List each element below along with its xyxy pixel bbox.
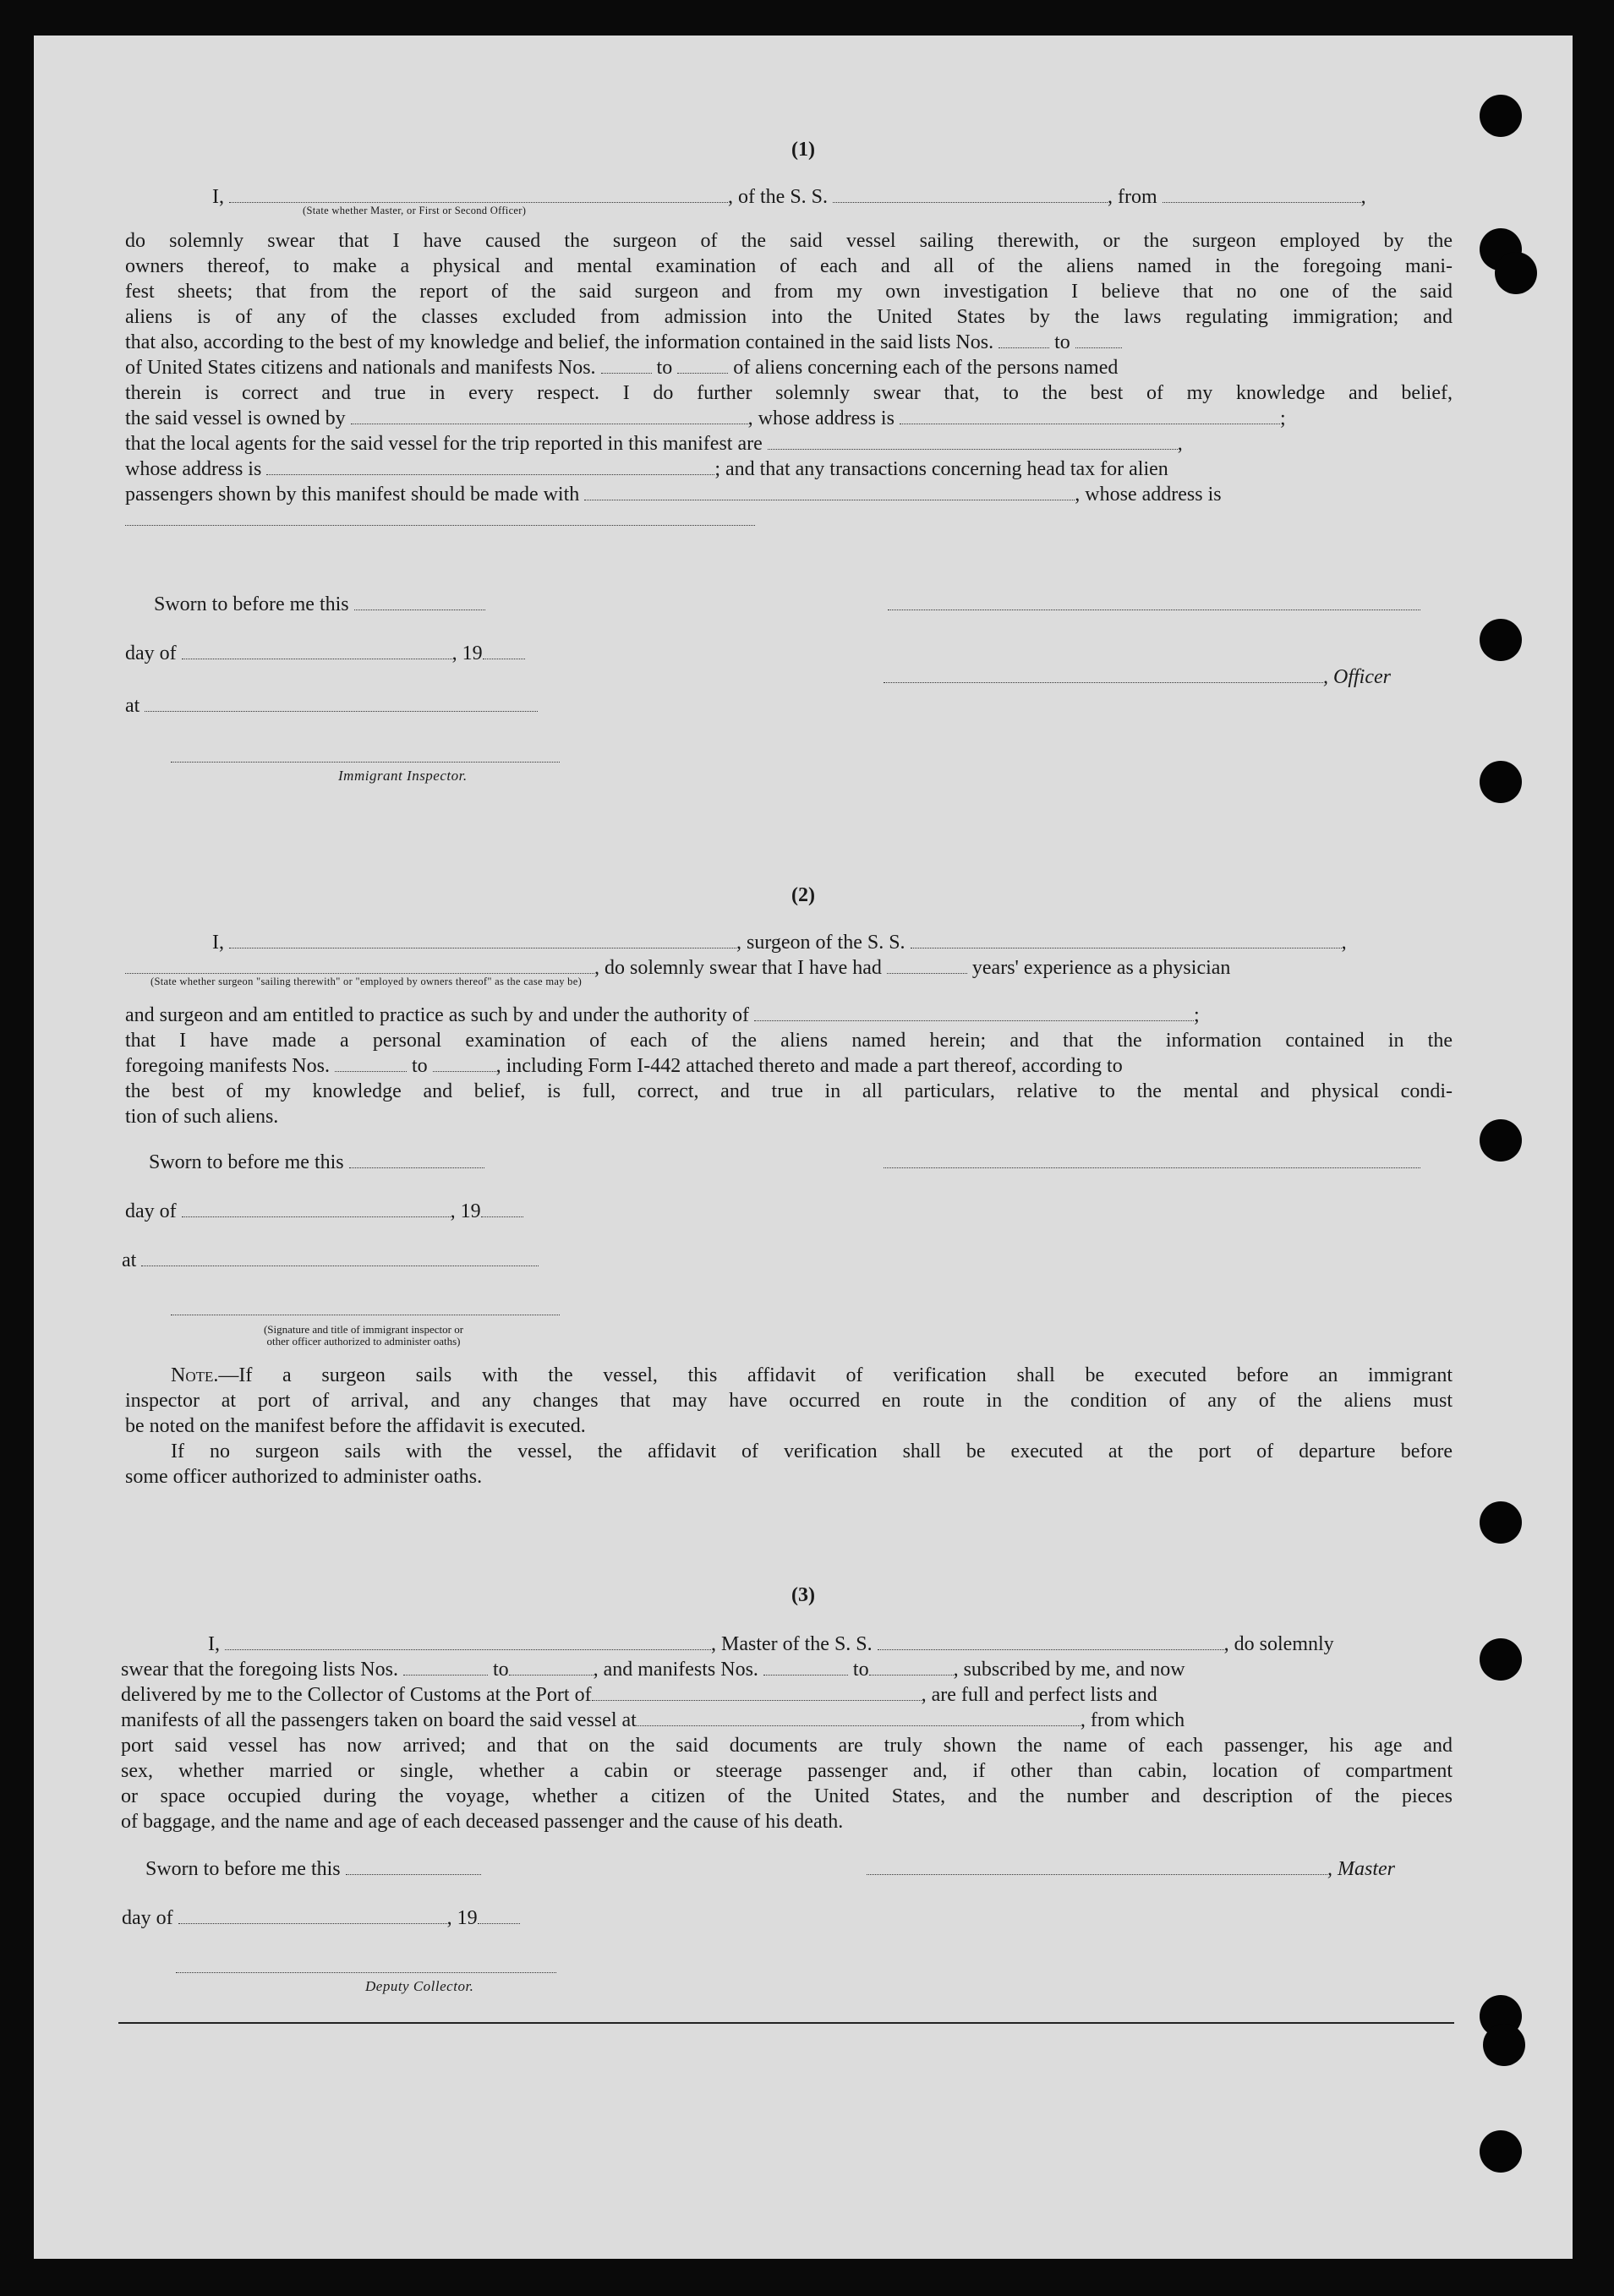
surgeon-sworn-day-field[interactable] <box>349 1154 484 1168</box>
head-tax-party-field[interactable] <box>584 486 1075 500</box>
place-field[interactable] <box>145 697 538 712</box>
sworn-day-field[interactable] <box>354 596 485 610</box>
master-sworn-day-field[interactable] <box>346 1861 481 1875</box>
affidavit-2-sworn: Sworn to before me this <box>149 1151 484 1174</box>
punch-hole <box>1480 1119 1522 1162</box>
affidavit-2-number: (2) <box>791 884 815 906</box>
master-manifests-to-field[interactable] <box>869 1661 954 1676</box>
collector-caption: Deputy Collector. <box>365 1978 474 1994</box>
inspector-signature-line[interactable] <box>171 746 560 768</box>
affidavit-1-sworn: Sworn to before me this <box>154 593 485 616</box>
customs-port-field[interactable] <box>592 1686 922 1701</box>
officer-note: (State whether Master, or First or Second Officer) <box>303 205 527 216</box>
punch-hole <box>1480 1638 1522 1681</box>
officer-name-field[interactable] <box>229 189 728 203</box>
surgeon-status-field[interactable] <box>125 959 594 974</box>
punch-hole <box>1480 95 1522 137</box>
affidavit-2-opening: I, , surgeon of the S. S. , , do solemnly swear that I have had years' experience as a physician (State whether surgeon "sailing therewith" or "employed by owners thereof" as the case may be) <box>125 930 1453 987</box>
affidavit-1-officer: , Officer <box>884 666 1391 689</box>
master-signature-field[interactable] <box>867 1861 1327 1875</box>
surgeon-year-field[interactable] <box>481 1203 523 1217</box>
vessel-name-field[interactable] <box>833 189 1108 203</box>
officer-signature-line[interactable] <box>888 593 1420 616</box>
inspector-caption: Immigrant Inspector. <box>338 768 468 784</box>
affidavit-3-master: , Master <box>867 1858 1395 1881</box>
surgeon-manifests-from-field[interactable] <box>335 1058 407 1072</box>
surgeon-name-field[interactable] <box>229 934 736 948</box>
manifests-from-field[interactable] <box>601 359 652 374</box>
affidavit-3-sworn: Sworn to before me this <box>145 1858 481 1881</box>
affidavit-2-body: and surgeon and am entitled to practice as such by and under the authority of ; that I have made a personal examination of each of the aliens named herein; and that the information contained in the foregoing manifests Nos. to , including Form I-442 attached thereto and made a part thereof, according to the best of my knowledge and belief, is full, correct, and true in all particulars, relative to the mental and physical condi- tion of such aliens. <box>125 1004 1453 1128</box>
surgeon-manifests-to-field[interactable] <box>433 1058 496 1072</box>
agents-address-field[interactable] <box>266 461 714 475</box>
years-field[interactable] <box>887 959 967 974</box>
affidavit-3-day: day of , 19 <box>122 1907 520 1930</box>
affidavit-1-number: (1) <box>791 139 815 161</box>
affidavit-1-opening: I, , of the S. S. , from , (State whether Master, or First or Second Officer) <box>125 184 1453 216</box>
surgeon-note: (State whether surgeon "sailing therewith" or "employed by owners thereof" as the case may be) <box>150 976 583 987</box>
note-block: Note.—If a surgeon sails with the vessel, this affidavit of verification shall be executed before an immigrant inspector at port of arrival, and any changes that may have occurred en route in the condition of any of the aliens must be noted on the manifest before the affidavit is executed. If no surgeon sails with the vessel, the affidavit of verification shall be executed at the port of departure before some officer authorized to administer oaths. <box>125 1364 1453 1488</box>
master-manifests-from-field[interactable] <box>763 1661 848 1676</box>
officer-signature-field[interactable] <box>884 669 1323 683</box>
master-lists-from-field[interactable] <box>403 1661 488 1676</box>
affidavit-1-body: do solemnly swear that I have caused the surgeon of the said vessel sailing therewith, or the surgeon employed by the owners thereof, to make a physical and mental examination of each and all of the aliens named in the foregoing mani- fest sheets; that from the report of the said surgeon and from my own investigation I believe that no one of the said aliens is of any of the classes excluded from admission into the United States by the laws regulating immigration; and that also, according to the best of my knowledge and belief, the information contained in the said lists Nos. to of United States citizens and nationals and manifests Nos. to of aliens concerning each of the persons named therein is correct and true in every respect. I do further solemnly swear that, to the best of my knowledge and belief, the said vessel is owned by , whose address is ; that the local agents for the said vessel for the trip reported in this manifest are , whose address is ; and that any transactions concerning head tax for alien passengers shown by this manifest should be made with , whose address is <box>125 228 1453 533</box>
affidavit-2-day: day of , 19 <box>125 1200 523 1223</box>
owner-field[interactable] <box>351 410 748 424</box>
month-field[interactable] <box>182 645 452 659</box>
punch-hole <box>1495 252 1537 294</box>
affidavit-3-number: (3) <box>791 1584 815 1606</box>
from-port-field[interactable] <box>1163 189 1361 203</box>
lists-from-field[interactable] <box>998 334 1049 348</box>
bottom-rule <box>118 2022 1454 2024</box>
master-name-field[interactable] <box>225 1636 711 1650</box>
lists-to-field[interactable] <box>1075 334 1122 348</box>
surgeon-place-field[interactable] <box>141 1252 539 1266</box>
affidavit-3-body: I, , Master of the S. S. , do solemnly swear that the foregoing lists Nos. to , and manifests Nos. to , subscribed by me, and now delivered by me to the Collector of Customs at the Port of , are full and perfect lists and manifests of all the passengers taken on board the said vessel at , from which port said vessel has now arrived; and that on the said documents are truly shown the name of each passenger, his age and sex, whether married or single, whether a cabin or steerage passenger and, if other than cabin, location of compartment or space occupied during the voyage, whether a citizen of the United States, and the number and description of the pieces of baggage, and the name and age of each deceased passenger and the cause of his death. <box>121 1633 1453 1833</box>
affidavit-2-at: at <box>122 1249 539 1272</box>
surgeon-vessel-field[interactable] <box>911 934 1342 948</box>
affidavit-1-day: day of , 19 <box>125 642 525 665</box>
master-month-field[interactable] <box>178 1910 447 1924</box>
punch-hole <box>1483 2024 1525 2066</box>
master-year-field[interactable] <box>478 1910 520 1924</box>
head-tax-address-field[interactable] <box>125 511 755 526</box>
affidavit-1-at: at <box>125 695 538 718</box>
collector-signature-line[interactable] <box>176 1956 556 1979</box>
manifests-to-field[interactable] <box>677 359 728 374</box>
punch-hole <box>1480 2130 1522 2173</box>
punch-hole <box>1480 1501 1522 1544</box>
authority-field[interactable] <box>754 1007 1194 1021</box>
authorized-officer-signature-line[interactable] <box>171 1298 560 1321</box>
punch-hole <box>1480 761 1522 803</box>
surgeon-month-field[interactable] <box>182 1203 451 1217</box>
signature-caption: (Signature and title of immigrant inspector or other officer authorized to administer oaths) <box>263 1323 464 1348</box>
form-page <box>34 36 1573 2259</box>
master-vessel-field[interactable] <box>878 1636 1224 1650</box>
punch-hole <box>1480 619 1522 661</box>
master-lists-to-field[interactable] <box>509 1661 594 1676</box>
owner-address-field[interactable] <box>900 410 1280 424</box>
agents-field[interactable] <box>768 435 1178 450</box>
surgeon-signature-line[interactable] <box>884 1151 1420 1174</box>
year-field[interactable] <box>483 645 525 659</box>
boarding-port-field[interactable] <box>637 1712 1081 1726</box>
